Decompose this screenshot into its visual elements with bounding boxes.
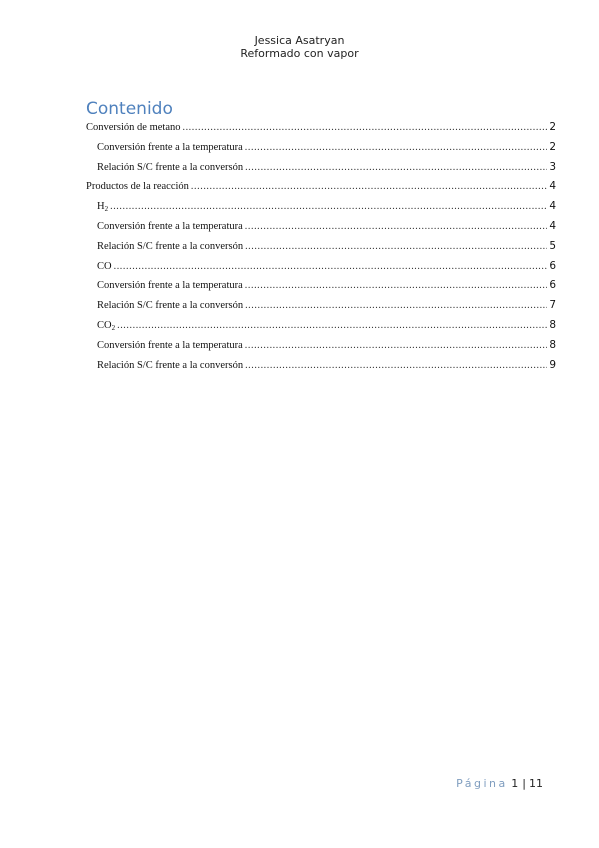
toc-entry[interactable]	[86, 339, 556, 359]
toc-entry-label	[97, 320, 115, 332]
toc-entry-label-text: Relación S/C frente a la conversón	[97, 300, 244, 312]
footer-total-pages: 11	[529, 777, 543, 790]
toc-entry-label	[97, 300, 243, 311]
toc-entry[interactable]	[86, 319, 556, 339]
toc-entry-label	[97, 162, 243, 173]
toc-entry[interactable]	[86, 260, 556, 280]
toc-entry-label-text: Conversión frente a la temperatura	[97, 280, 243, 292]
toc-entry-page-number: 9	[549, 358, 556, 371]
toc-entry[interactable]	[86, 141, 556, 161]
toc-entry[interactable]	[86, 299, 556, 319]
toc-dot-leader	[245, 340, 548, 351]
page-header	[0, 34, 599, 60]
header-subtitle: Reformado con vapor	[240, 47, 359, 60]
toc-entry-page-number: 2	[549, 140, 556, 153]
toc-entry[interactable]	[86, 220, 556, 240]
toc-entry-label	[97, 201, 108, 213]
toc-entry-label-text: CO	[97, 260, 112, 272]
toc-entry-label-text: Relación S/C frente a la conversón	[97, 240, 244, 252]
toc-dot-leader	[114, 261, 548, 272]
table-of-contents	[86, 121, 556, 378]
toc-entry-page-number: 8	[549, 318, 556, 331]
toc-entry-page-number: 8	[549, 338, 556, 351]
toc-entry-subscript: 2	[111, 323, 116, 332]
toc-entry-label	[97, 340, 243, 351]
toc-entry-label	[97, 221, 243, 232]
toc-entry-label	[86, 181, 189, 192]
toc-entry-page-number: 5	[549, 239, 556, 252]
toc-entry-page-number: 7	[549, 299, 556, 312]
footer-separator: |	[522, 777, 526, 790]
header-author: Jessica Asatryan	[254, 34, 345, 47]
toc-dot-leader	[245, 300, 547, 311]
toc-entry-label-text: Conversión de metano	[86, 122, 181, 133]
toc-entry-label-text: Relación S/C frente a la conversón	[97, 359, 244, 371]
toc-entry-label	[86, 122, 180, 133]
toc-dot-leader	[110, 201, 547, 212]
toc-entry-label-text: Conversión frente a la temperatura	[97, 220, 243, 232]
toc-entry-page-number: 6	[549, 279, 556, 292]
toc-entry-label	[97, 142, 243, 153]
toc-entry-label-text: Conversión frente a la temperatura	[97, 141, 243, 153]
toc-dot-leader	[245, 360, 547, 371]
toc-entry-page-number: 4	[549, 219, 556, 232]
toc-dot-leader	[245, 280, 548, 291]
toc-entry-label-text: Productos de la reacción	[86, 181, 189, 193]
toc-entry-page-number: 4	[549, 200, 556, 213]
toc-entry-label	[97, 241, 243, 252]
toc-dot-leader	[117, 320, 547, 331]
toc-entry[interactable]	[86, 359, 556, 379]
toc-entry[interactable]	[86, 121, 556, 141]
toc-title: Contenido	[86, 99, 173, 119]
toc-entry-subscript: 2	[104, 205, 109, 214]
toc-entry[interactable]	[86, 200, 556, 220]
footer-page-word: Página	[456, 777, 508, 790]
toc-dot-leader	[191, 181, 547, 192]
toc-entry-label-text: Relación S/C frente a la conversón	[97, 161, 244, 173]
toc-entry-page-number: 3	[549, 160, 556, 173]
toc-dot-leader	[182, 122, 547, 133]
toc-entry-label-text: H	[97, 201, 105, 213]
toc-dot-leader	[245, 221, 548, 232]
toc-entry[interactable]	[86, 180, 556, 200]
toc-dot-leader	[245, 162, 547, 173]
toc-entry[interactable]	[86, 240, 556, 260]
toc-entry-page-number: 6	[549, 259, 556, 272]
toc-dot-leader	[245, 241, 547, 252]
toc-entry-page-number: 4	[549, 180, 556, 193]
page-footer	[456, 777, 543, 790]
toc-entry-label-text: Conversión frente a la temperatura	[97, 339, 243, 351]
toc-entry[interactable]	[86, 161, 556, 181]
toc-entry-label	[97, 261, 112, 272]
footer-current-page: 1	[511, 777, 519, 790]
toc-entry-label	[97, 280, 243, 291]
toc-dot-leader	[245, 142, 548, 153]
toc-entry-label-text: CO	[97, 319, 112, 331]
toc-entry-label	[97, 360, 243, 371]
toc-entry-page-number: 2	[549, 121, 556, 133]
toc-entry[interactable]	[86, 279, 556, 299]
